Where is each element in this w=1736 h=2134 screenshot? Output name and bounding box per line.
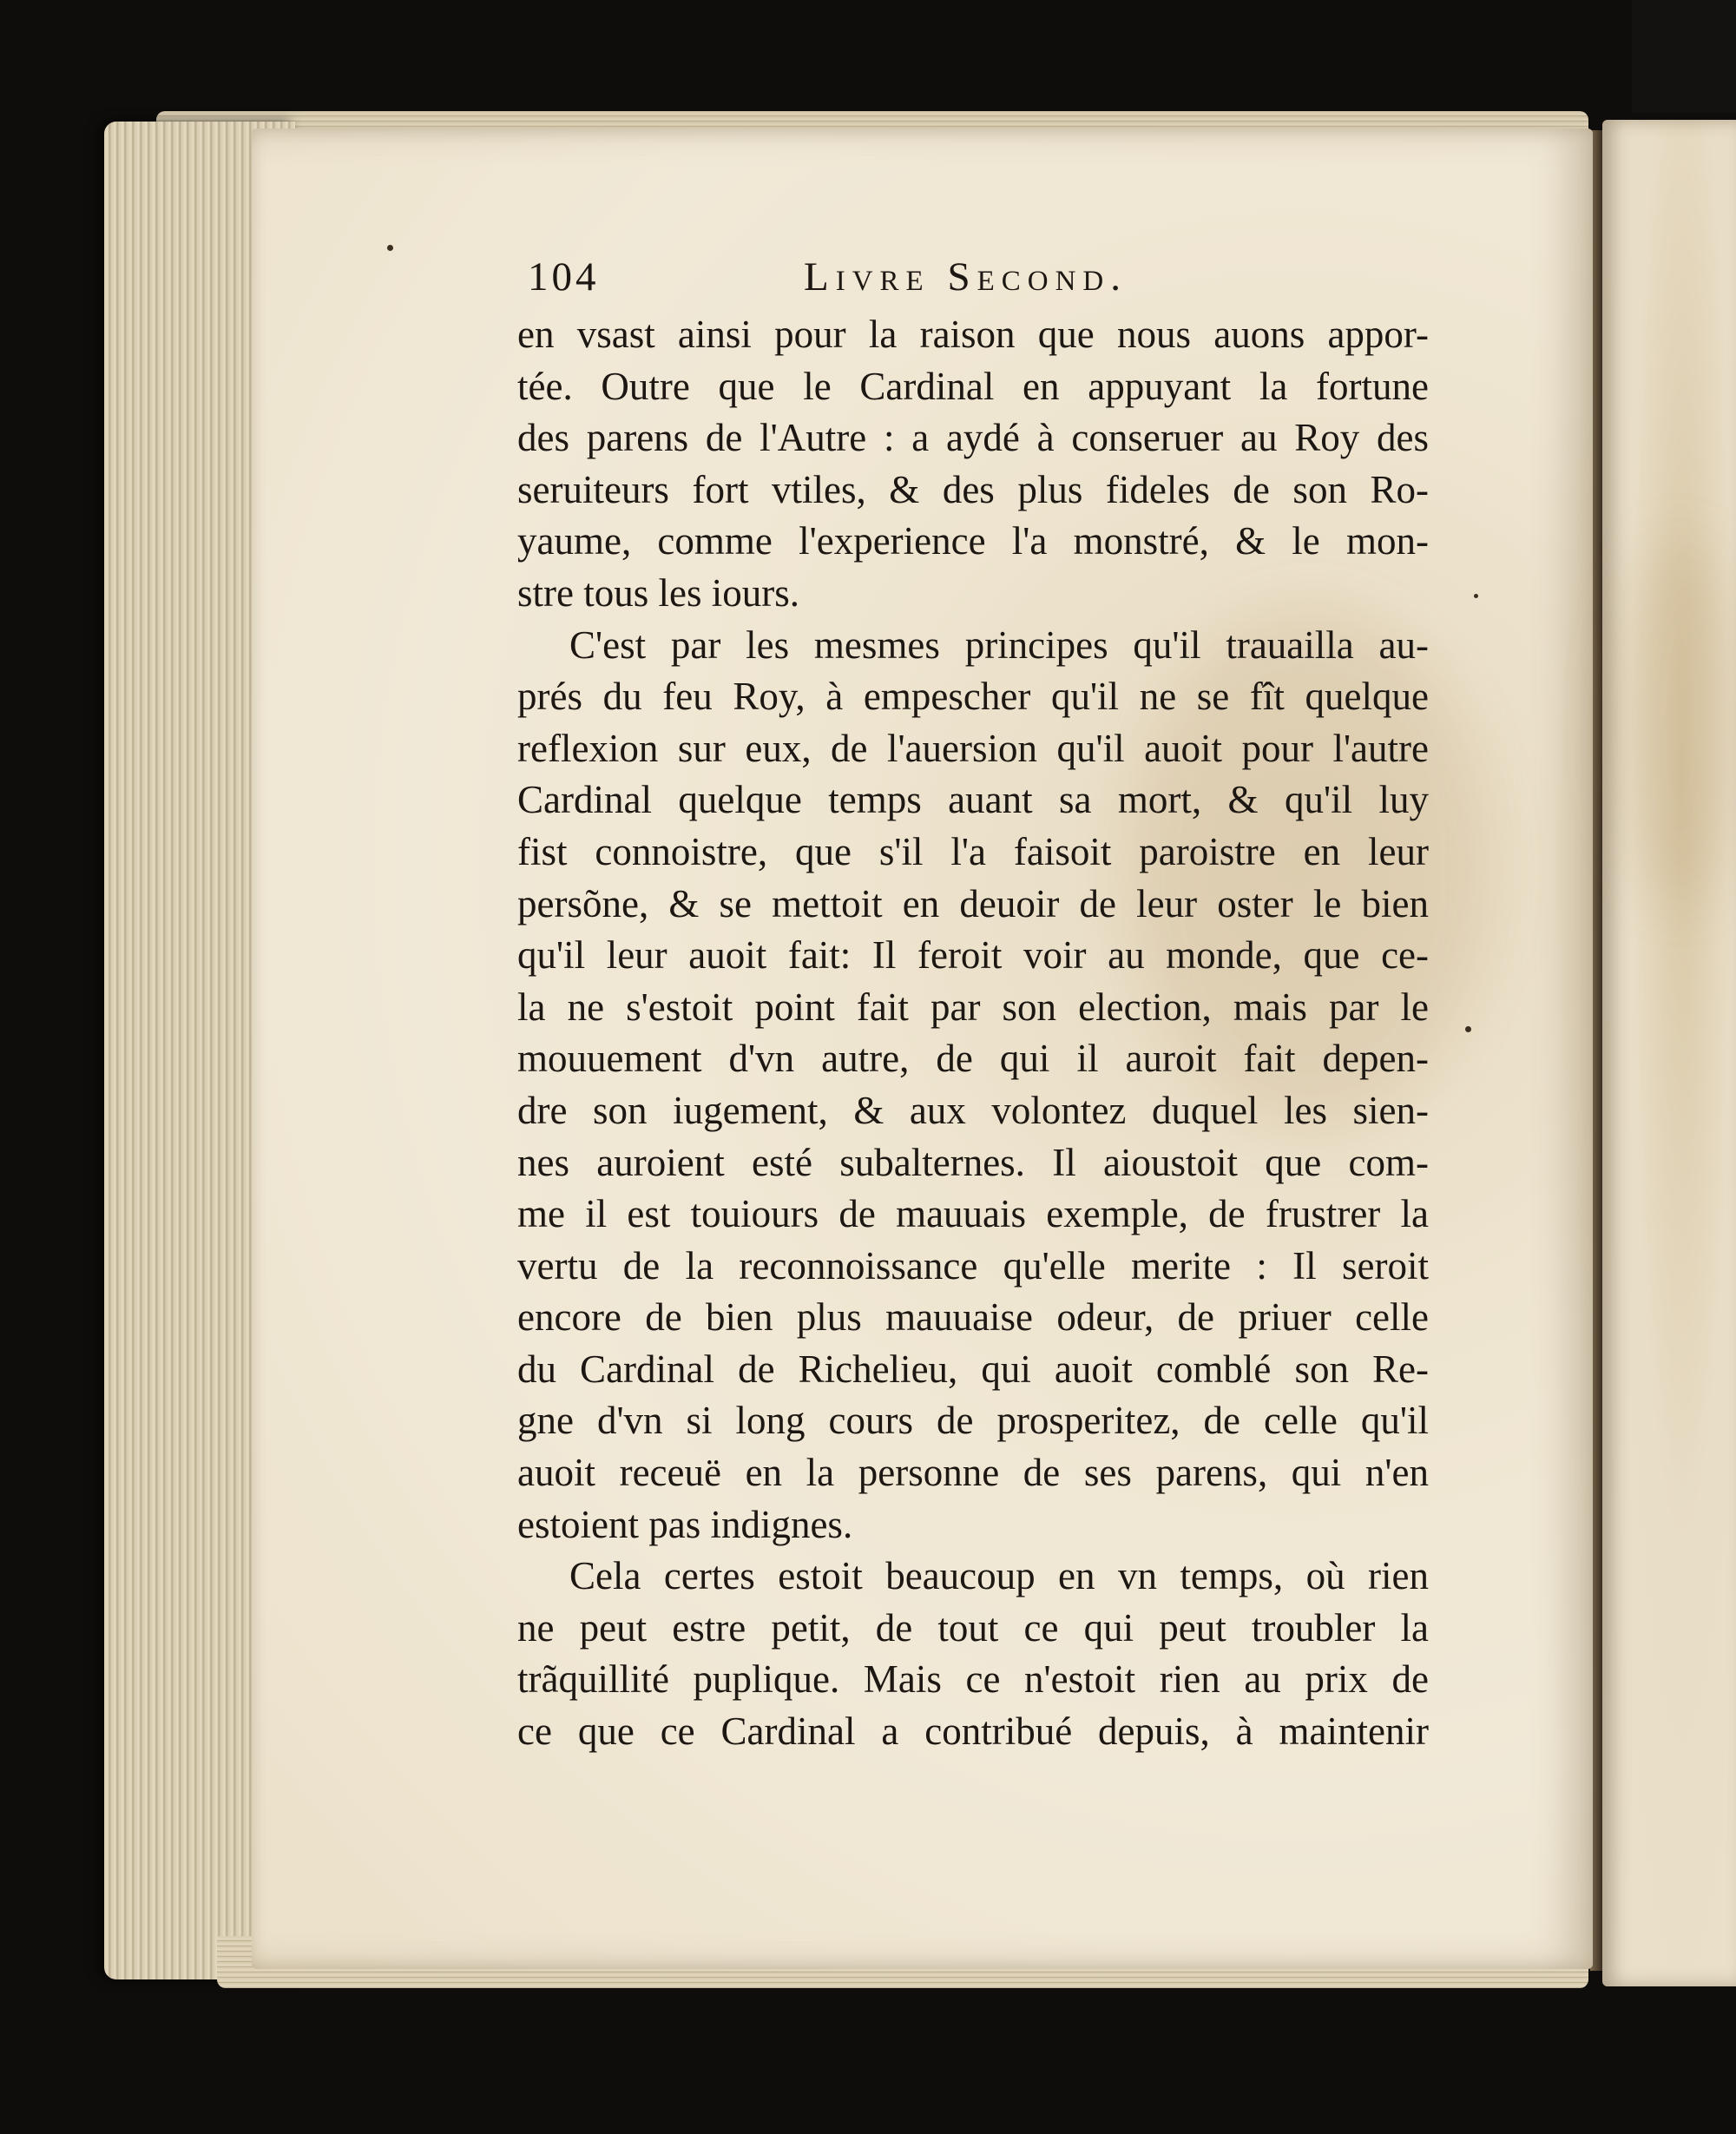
running-title: Livre Second. — [804, 254, 1128, 300]
text-line: seruiteurs fort vtiles, & des plus fideles de son Ro- — [517, 467, 1429, 511]
text-line: estoient pas indignes. — [517, 1502, 853, 1546]
text-line: mouuement d'vn autre, de qui il auroit fait depen- — [517, 1037, 1429, 1081]
text-line: me il est touiours de mauuais exemple, de frustrer la — [517, 1192, 1429, 1236]
text-line: C'est par les mesmes principes qu'il trauailla au- — [569, 622, 1429, 667]
text-line: yaume, comme l'experience l'a monstré, & le mon- — [517, 519, 1429, 563]
page-number: 104 — [528, 254, 600, 300]
ink-speck — [1465, 1026, 1471, 1032]
text-line: vertu de la reconnoissance qu'elle merite : Il seroit — [517, 1243, 1429, 1288]
right-page-fragment — [1602, 120, 1736, 1986]
right-background-strip — [1632, 0, 1736, 113]
text-line: Cela certes estoit beaucoup en vn temps, où rien — [569, 1554, 1429, 1598]
text-line: ce que ce Cardinal a contribué depuis, à maintenir — [517, 1709, 1429, 1754]
text-line: nes auroient esté subalternes. Il aioustoit que com- — [517, 1140, 1429, 1184]
text-line: dre son iugement, & aux volontez duquel les sien- — [517, 1088, 1429, 1132]
running-head — [517, 254, 1429, 306]
text-line: tée. Outre que le Cardinal en appuyant la fortune — [517, 364, 1429, 408]
text-line: reflexion sur eux, de l'auersion qu'il auoit pour l'autre — [517, 726, 1429, 770]
ink-speck — [1474, 594, 1478, 598]
text-line: trãquillité puplique. Mais ce n'estoit rien au prix de — [517, 1657, 1429, 1702]
text-line: persõne, & se mettoit en deuoir de leur oster le bien — [517, 881, 1429, 925]
text-line: en vsast ainsi pour la raison que nous auons appor- — [517, 313, 1429, 356]
text-block — [517, 254, 1429, 1758]
text-line: encore de bien plus mauuaise odeur, de priuer celle — [517, 1295, 1429, 1340]
text-line: prés du feu Roy, à empescher qu'il ne se fît quelque — [517, 675, 1429, 719]
text-line: qu'il leur auoit fait: Il feroit voir au monde, que ce- — [517, 933, 1429, 978]
text-line: auoit receuë en la personne de ses parens, qui n'en — [517, 1451, 1429, 1495]
text-line: ne peut estre petit, de tout ce qui peut troubler la — [517, 1605, 1429, 1650]
text-line: gne d'vn si long cours de prosperitez, de celle qu'il — [517, 1399, 1429, 1443]
foxing-stain — [1614, 538, 1736, 903]
text-line: Cardinal quelque temps auant sa mort, & qu'il luy — [517, 778, 1429, 822]
text-line: des parens de l'Autre : a aydé à conseruer au Roy des — [517, 416, 1429, 460]
text-line: du Cardinal de Richelieu, qui auoit comblé son Re- — [517, 1347, 1429, 1391]
text-line: stre tous les iours. — [517, 570, 799, 615]
text-line: fist connoistre, que s'il l'a faisoit paroistre en leur — [517, 829, 1429, 873]
text-line: la ne s'estoit point fait par son election, mais par le — [517, 985, 1429, 1029]
ink-speck — [387, 245, 393, 251]
